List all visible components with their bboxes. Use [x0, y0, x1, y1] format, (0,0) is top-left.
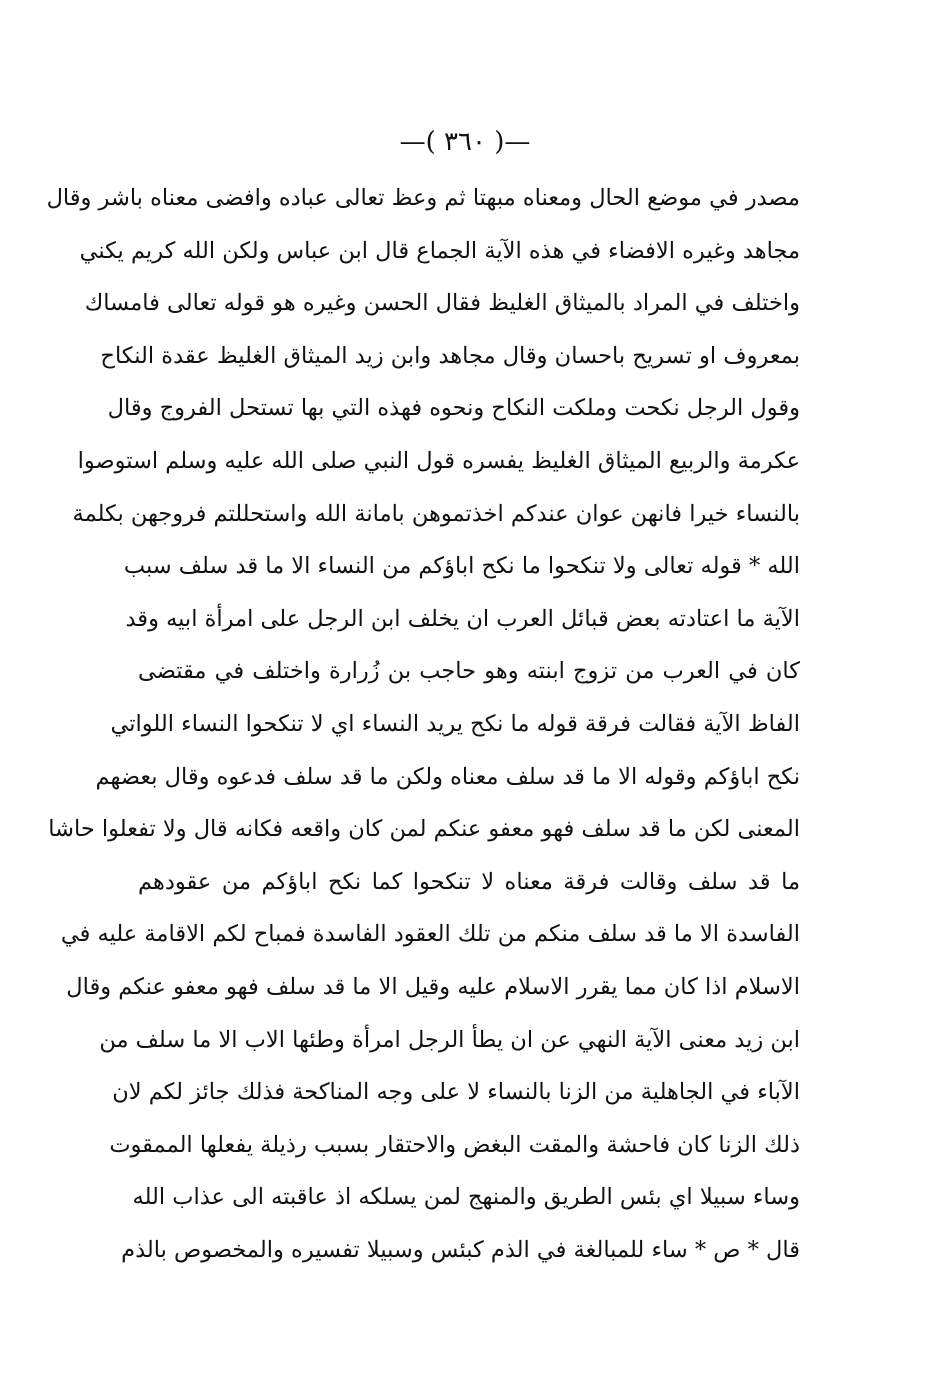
- text-line: الاسلام اذا كان مما يقرر الاسلام عليه وقيل الا ما قد سلف فهو معفو عنكم وقال: [66, 973, 800, 1000]
- text-line: نكح اباؤكم وقوله الا ما قد سلف معناه ولكن ما قد سلف فدعوه وقال بعضهم: [95, 763, 800, 790]
- page-number: —( ٣٦٠ )—: [399, 127, 531, 157]
- text-line: واختلف في المراد بالميثاق الغليظ فقال الحسن وغيره هو قوله تعالى فامساك: [84, 290, 800, 317]
- text-line: المعنى لكن ما قد سلف فهو معفو عنكم لمن كان واقعه فكانه قال ولا تفعلوا حاشا: [48, 816, 800, 843]
- text-line: ما قد سلف وقالت فرقة معناه لا تنكحوا كما نكح اباؤكم من عقودهم: [138, 868, 800, 895]
- text-line: الآية ما اعتادته بعض قبائل العرب ان يخلف ابن الرجل على امرأة ابيه وقد: [125, 605, 800, 632]
- page-body-text: [46, 172, 800, 1276]
- text-line: بالنساء خيرا فانهن عوان عندكم اخذتموهن بامانة الله واستحللتم فروجهن بكلمة: [72, 500, 800, 527]
- text-line: الله * قوله تعالى ولا تنكحوا ما نكح اباؤكم من النساء الا ما قد سلف سبب: [123, 553, 800, 580]
- text-line: بمعروف او تسريح باحسان وقال مجاهد وابن زيد الميثاق الغليظ عقدة النكاح: [100, 342, 800, 369]
- text-line: مجاهد وغيره الافضاء في هذه الآية الجماع قال ابن عباس ولكن الله كريم يكني: [79, 237, 800, 264]
- text-line: الفاسدة الا ما قد سلف منكم من تلك العقود الفاسدة فمباح لكم الاقامة عليه في: [60, 921, 800, 948]
- text-line: كان في العرب من تزوج ابنته وهو حاجب بن زُرارة واختلف في مقتضى: [138, 658, 800, 685]
- text-line: الفاظ الآية فقالت فرقة قوله ما نكح يريد النساء اي لا تنكحوا النساء اللواتي: [110, 710, 800, 737]
- text-line: ابن زيد معنى الآية النهي عن ان يطأ الرجل امرأة وطئها الاب الا ما سلف من: [99, 1026, 800, 1053]
- text-line: وساء سبيلا اي بئس الطريق والمنهج لمن يسلكه اذ عاقبته الى عذاب الله: [132, 1184, 800, 1211]
- text-line: عكرمة والربيع الميثاق الغليظ يفسره قول النبي صلى الله عليه وسلم استوصوا: [77, 447, 800, 474]
- text-line: الآباء في الجاهلية من الزنا بالنساء لا على وجه المناكحة فذلك جائز لكم لان: [112, 1079, 800, 1106]
- text-line: قال * ص * ساء للمبالغة في الذم كبئس وسبيلا تفسيره والمخصوص بالذم: [121, 1236, 800, 1263]
- text-line: مصدر في موضع الحال ومعناه مبهتا ثم وعظ تعالى عباده وافضى معناه باشر وقال: [46, 185, 800, 211]
- text-line: وقول الرجل نكحت وملكت النكاح ونحوه فهذه التي بها تستحل الفروج وقال: [107, 395, 800, 422]
- text-line: ذلك الزنا كان فاحشة والمقت البغض والاحتقار بسبب رذيلة يفعلها الممقوت: [109, 1131, 800, 1158]
